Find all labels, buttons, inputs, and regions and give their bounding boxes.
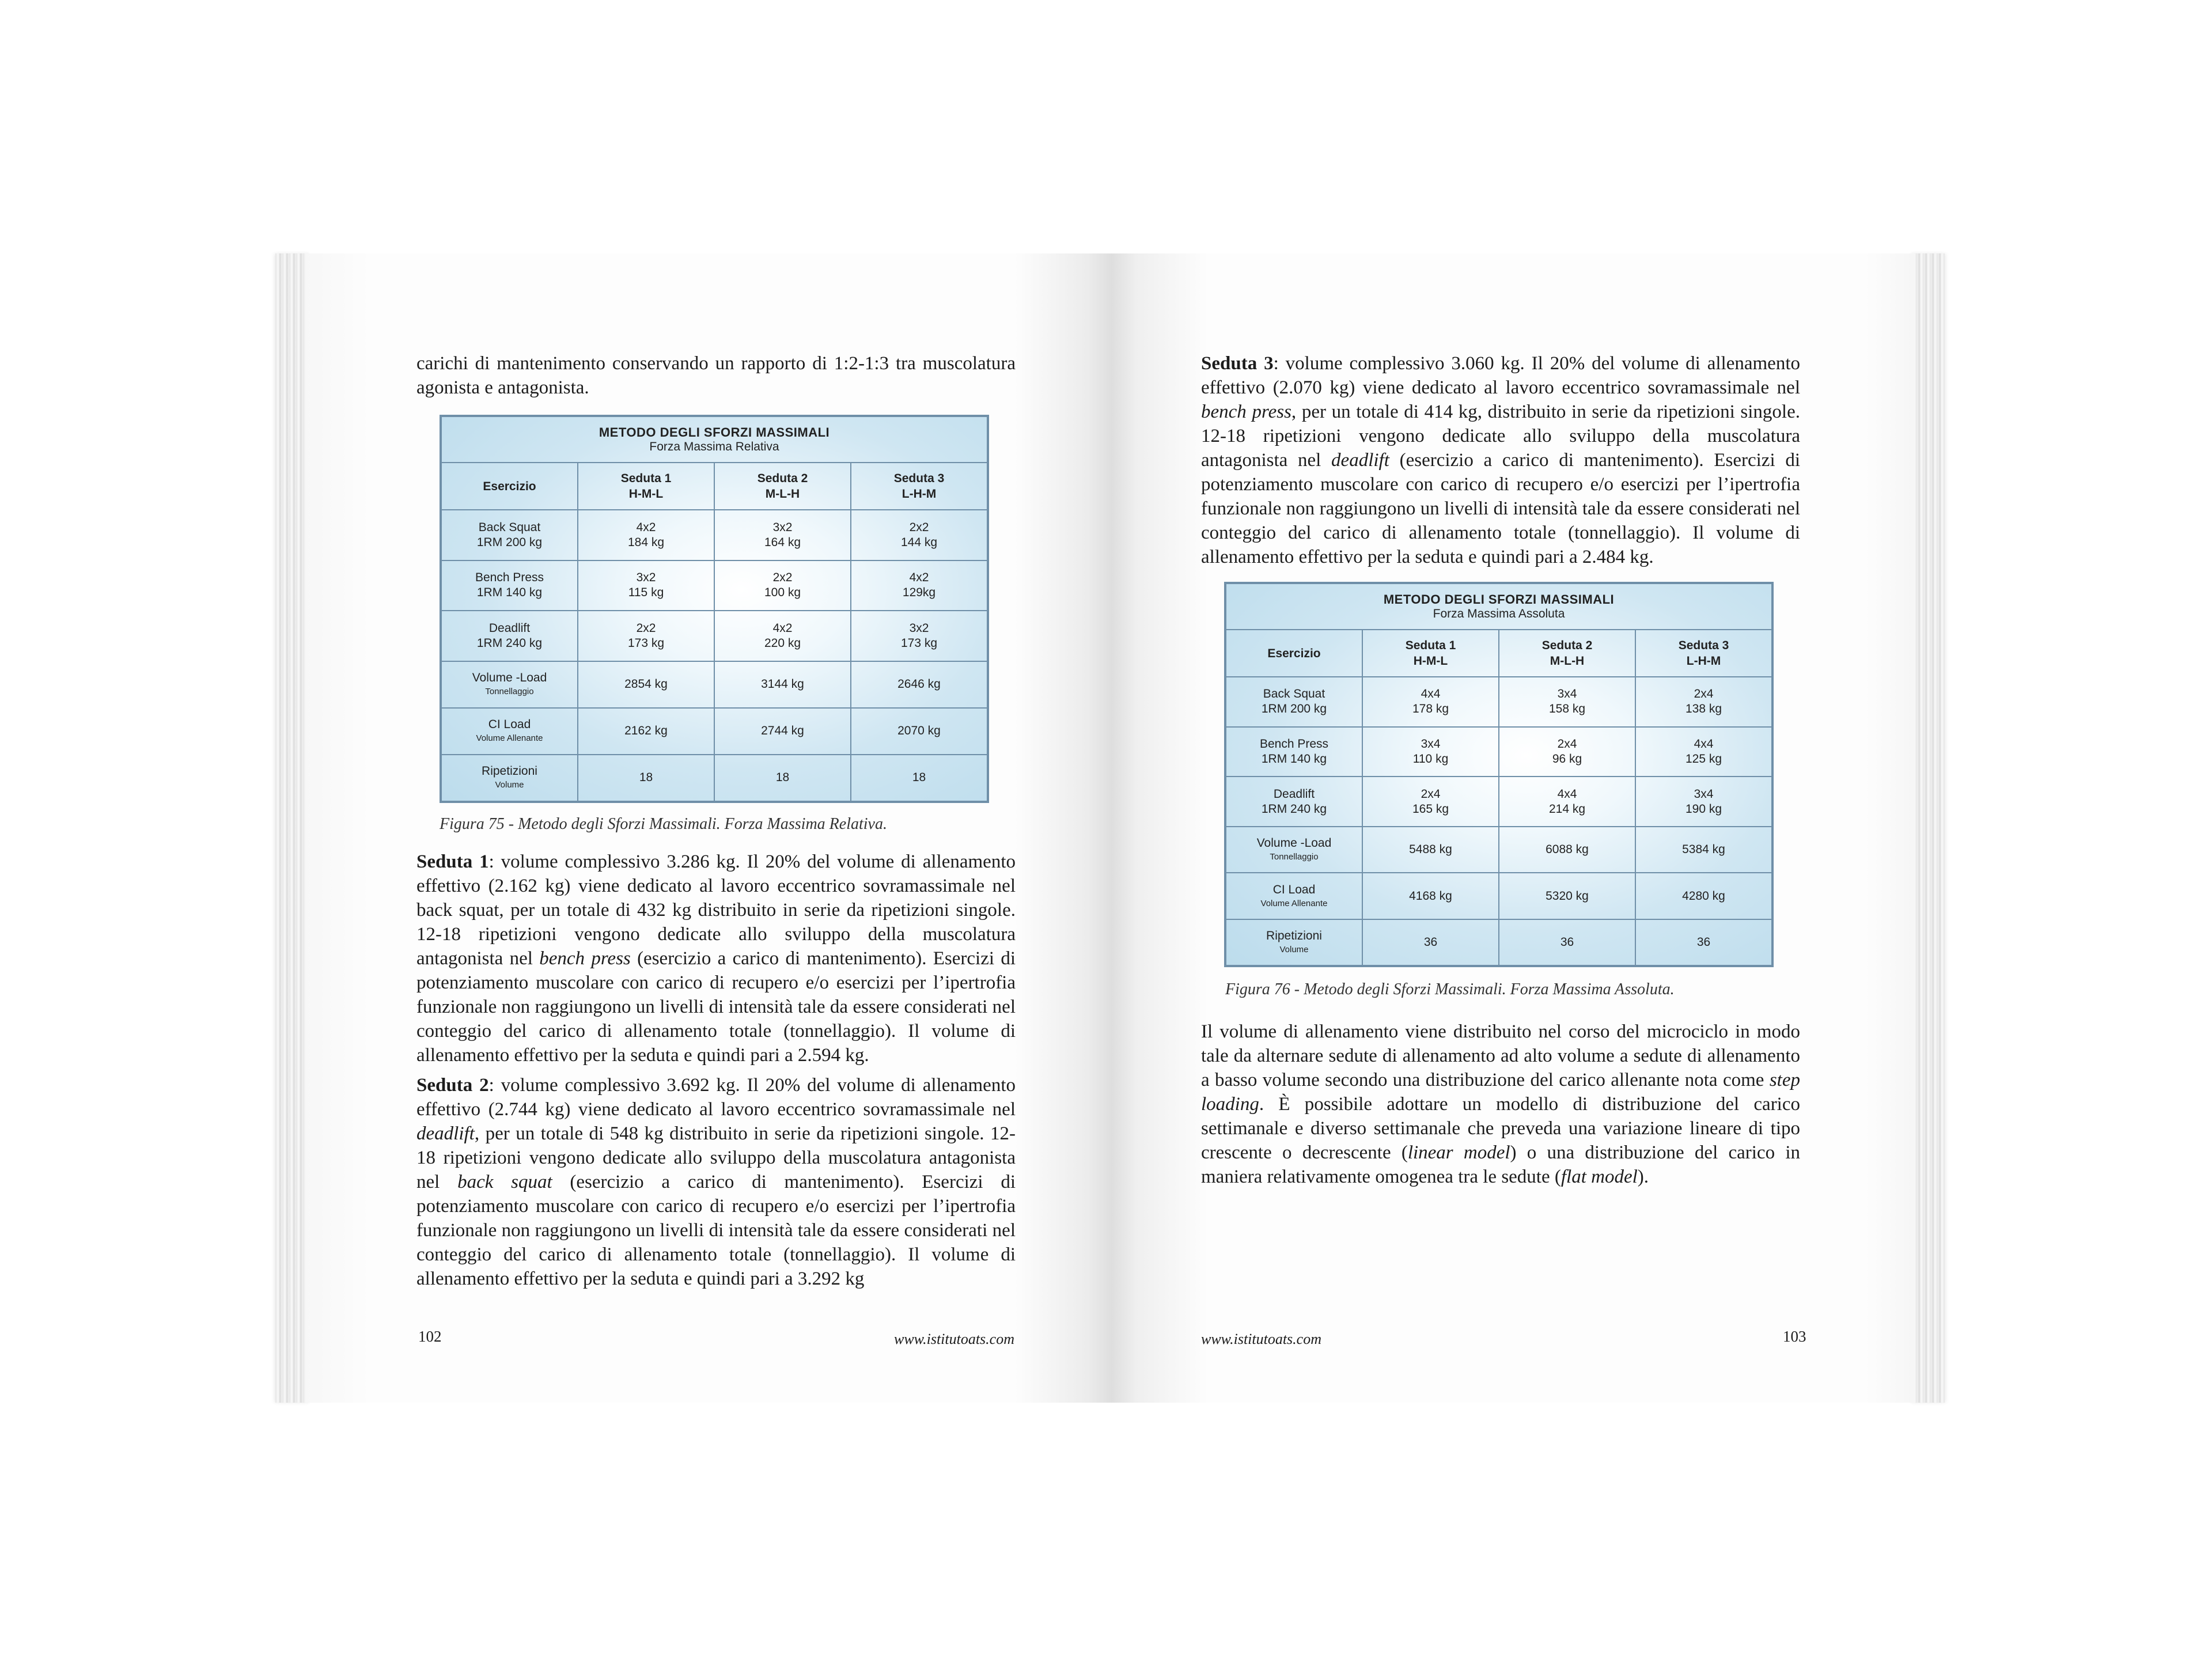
header-esercizio: Esercizio	[1226, 630, 1362, 677]
left-page-body	[416, 850, 1016, 1291]
table-row: Bench Press 1RM 140 kg 3x2 115 kg 2x2 100 kg 4x2 129kg	[441, 560, 987, 611]
page-edges-left	[275, 253, 310, 1403]
page-number: 103	[1783, 1328, 1806, 1345]
right-page-text	[1201, 351, 1800, 569]
closing-paragraph: Il volume di allenamento viene distribuito nel corso del microciclo in modo tale da alternare sedute di allenamento ad alto volume a sedute di allenamento a basso volume secondo una distribuzione del carico allenante nota come step loading. È possibile adottare un modello di distribuzione del carico settimanale e diverso settimanale che preveda una variazione lineare di tipo crescente o decrescente (linear model) o una distribuzione del carico in maniera relativamente omogenea tra le sedute (flat model).	[1201, 1021, 1800, 1187]
table-row: Ripetizioni Volume 18 18 18	[441, 755, 987, 801]
website-footer: www.istitutoats.com	[1201, 1331, 1321, 1347]
header-seduta-1: Seduta 1 H-M-L	[578, 463, 714, 510]
table-row: Back Squat 1RM 200 kg 4x2 184 kg 3x2 164 kg 2x2 144 kg	[441, 510, 987, 560]
table-subtitle: Forza Massima Assoluta	[1433, 607, 1565, 620]
page-number: 102	[418, 1328, 442, 1345]
website-footer: www.istitutoats.com	[894, 1331, 1014, 1347]
seduta-2-paragraph: Seduta 2: volume complessivo 3.692 kg. Il 20% del volume di allenamento effettivo (2.744 kg) viene dedicato al lavoro eccentrico sovramassimale nel deadlift, per un totale di 548 kg distribuito in serie da ripetizioni singole. 12-18 ripetizioni vengono dedicate allo sviluppo della muscolatura antagonista nel back squat (esercizio a carico di mantenimento). Esercizi di potenziamento muscolare con carico di recupero e/o esercizi per l’ipertrofia funzionale non raggiungono un livelli di intensità tale da essere considerati nel conteggio del carico di allenamento totale (tonnellaggio). Il volume di allenamento effettivo per la seduta e quindi pari a 3.292 kg	[416, 1075, 1016, 1289]
table-row: Bench Press 1RM 140 kg 3x4 110 kg 2x4 96 kg 4x4 125 kg	[1226, 727, 1772, 777]
figure-caption-76: Figura 76 - Metodo degli Sforzi Massimali. Forza Massima Assoluta.	[1225, 980, 1675, 998]
table-title: METODO DEGLI SFORZI MASSIMALI	[1383, 592, 1615, 607]
table-row: Back Squat 1RM 200 kg 4x4 178 kg 3x4 158 kg 2x4 138 kg	[1226, 677, 1772, 727]
table-title: METODO DEGLI SFORZI MASSIMALI	[599, 425, 830, 440]
table-caption	[1226, 584, 1772, 630]
table-row: Volume -Load Tonnellaggio 2854 kg 3144 kg 2646 kg	[441, 661, 987, 708]
table-subtitle: Forza Massima Relativa	[649, 440, 779, 453]
table-row: Deadlift 1RM 240 kg 2x2 173 kg 4x2 220 kg 3x2 173 kg	[441, 611, 987, 661]
header-seduta-2: Seduta 2 M-L-H	[1499, 630, 1635, 677]
header-seduta-1: Seduta 1 H-M-L	[1362, 630, 1499, 677]
left-page	[305, 253, 1112, 1403]
seduta-3-paragraph: Seduta 3: volume complessivo 3.060 kg. Il 20% del volume di allenamento effettivo (2.070 kg) viene dedicato al lavoro eccentrico sovramassimale nel bench press, per un totale di 414 kg, distribuito in serie da ripetizioni singole. 12-18 ripetizioni vengono dedicate allo sviluppo della muscolatura antagonista nel deadlift (esercizio a carico di mantenimento). Esercizi di potenziamento muscolare con carico di recupero e/o esercizi per l’ipertrofia funzionale non raggiungono un livelli di intensità tale da essere considerati nel conteggio del carico di allenamento totale (tonnellaggio). Il volume di allenamento effettivo per la seduta e quindi pari a 2.484 kg.	[1201, 353, 1801, 567]
left-page-text	[416, 351, 1016, 400]
table-row: Volume -Load Tonnellaggio 5488 kg 6088 kg 5384 kg	[1226, 827, 1772, 873]
header-esercizio: Esercizio	[441, 463, 578, 510]
header-seduta-3: Seduta 3 L-H-M	[1635, 630, 1772, 677]
right-page-body	[1201, 1020, 1800, 1189]
header-seduta-2: Seduta 2 M-L-H	[714, 463, 851, 510]
table-row: CI Load Volume Allenante 2162 kg 2744 kg 2070 kg	[441, 708, 987, 755]
table-caption	[441, 416, 987, 463]
table-row: Deadlift 1RM 240 kg 2x4 165 kg 4x4 214 kg 3x4 190 kg	[1226, 777, 1772, 827]
page-edges-right	[1910, 253, 1945, 1403]
header-seduta-3: Seduta 3 L-H-M	[851, 463, 987, 510]
figure-caption-75: Figura 75 - Metodo degli Sforzi Massimali. Forza Massima Relativa.	[440, 815, 887, 833]
table-forza-massima-relativa	[440, 415, 989, 803]
right-page	[1112, 253, 1914, 1403]
table-forza-massima-assoluta	[1224, 582, 1774, 967]
intro-paragraph: carichi di mantenimento conservando un rapporto di 1:2-1:3 tra muscolatura agonista e antagonista.	[416, 353, 1016, 398]
table-row: Ripetizioni Volume 36 36 36	[1226, 919, 1772, 965]
seduta-1-paragraph: Seduta 1: volume complessivo 3.286 kg. Il 20% del volume di allenamento effettivo (2.162 kg) viene dedicato al lavoro eccentrico sovramassimale nel back squat, per un totale di 432 kg distribuito in serie da ripetizioni singole. 12-18 ripetizioni vengono dedicate allo sviluppo della muscolatura antagonista nel bench press (esercizio a carico di mantenimento). Esercizi di potenziamento muscolare con carico di recupero e/o esercizi per l’ipertrofia funzionale non raggiungono un livelli di intensità tale da essere considerati nel conteggio del carico di allenamento totale (tonnellaggio). Il volume di allenamento effettivo per la seduta e quindi pari a 2.594 kg.	[416, 851, 1016, 1066]
table-row: CI Load Volume Allenante 4168 kg 5320 kg 4280 kg	[1226, 873, 1772, 919]
